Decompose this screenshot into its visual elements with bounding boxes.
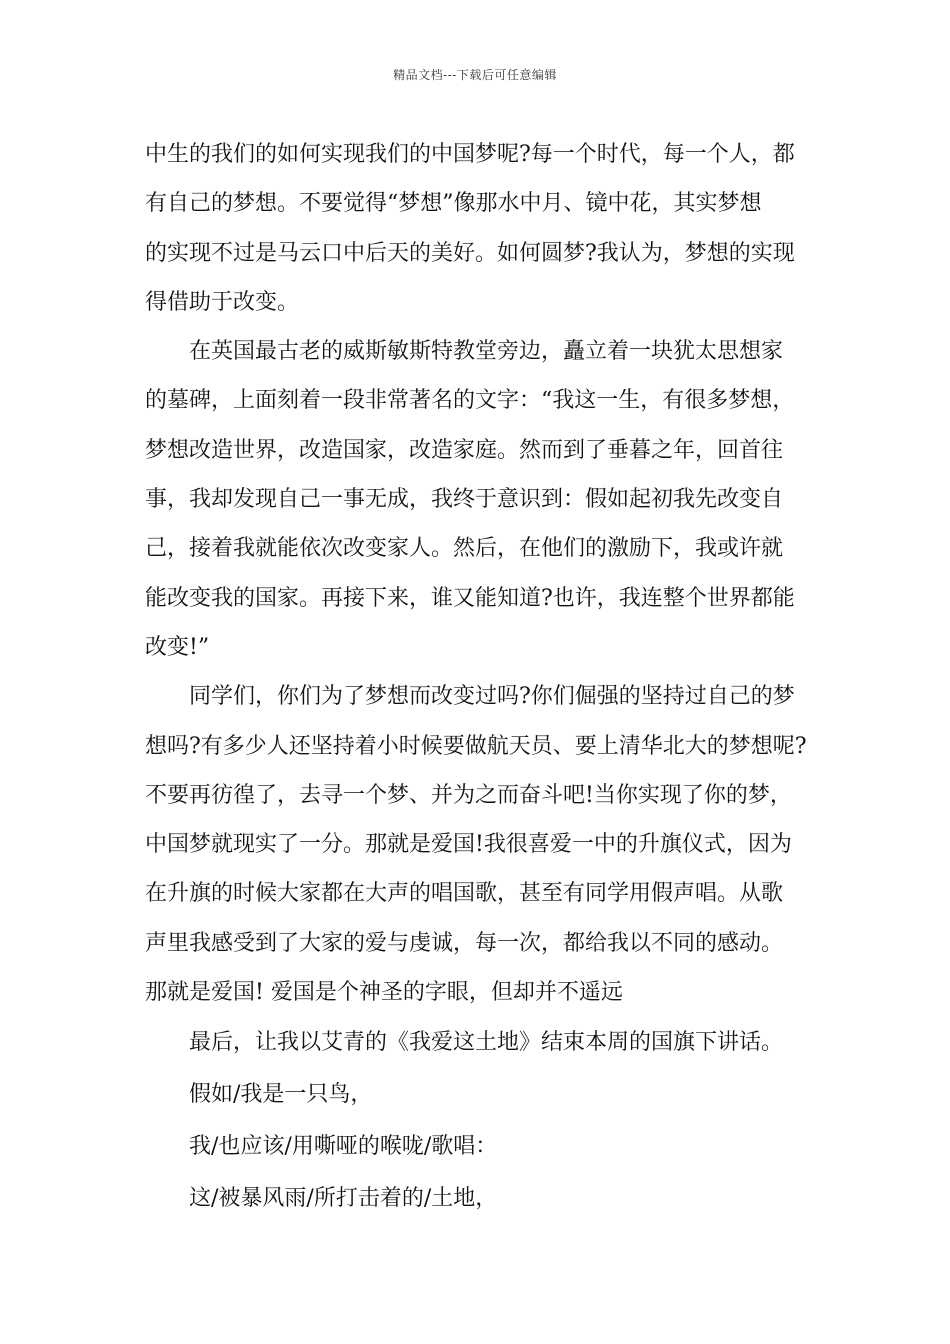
paragraph-1 [145,130,813,327]
poem-line: 假如/我是一只鸟， [189,1082,373,1108]
closing-sentence: 最后，让我以艾青的《我爱这土地》结束本周的国旗下讲话。 [189,1030,784,1056]
text-line: 事，我却发现自己一事无成，我终于意识到：假如起初我先改变自 [145,487,784,513]
paragraph-3 [145,672,813,1017]
text-line: 改变!” [145,634,210,660]
text-line: 有自己的梦想。不要觉得“梦想”像那水中月、镜中花，其实梦想 [145,191,762,217]
text-line: 能改变我的国家。再接下来，谁又能知道?也许，我连整个世界都能 [145,585,795,611]
text-line: 的实现不过是马云口中后天的美好。如何圆梦?我认为，梦想的实现 [145,240,795,266]
text-line: 同学们，你们为了梦想而改变过吗?你们倔强的坚持过自己的梦 [189,684,795,710]
text-line: 中国梦就现实了一分。那就是爱国!我很喜爱一中的升旗仪式，因为 [145,832,792,858]
page-header: 精品文档---下载后可任意编辑 [393,68,557,82]
text-line: 声里我感受到了大家的爱与虔诚，每一次，都给我以不同的感动。 [145,930,784,956]
text-line: 中生的我们的如何实现我们的中国梦呢?每一个时代，每一个人，都 [145,142,795,167]
text-line: 在英国最古老的威斯敏斯特教堂旁边，矗立着一块犹太思想家 [189,339,784,365]
text-line: 在升旗的时候大家都在大声的唱国歌，甚至有同学用假声唱。从歌 [145,881,784,907]
text-line: 不要再彷徨了，去寻一个梦、并为之而奋斗吧!当你实现了你的梦， [145,782,792,808]
text-line: 那就是爱国! 爱国是个神圣的字眼，但却并不遥远 [145,980,623,1006]
paragraph-2 [145,327,813,672]
poem-line: 这/被暴风雨/所打击着的/土地， [189,1186,498,1212]
poem-line: 我/也应该/用嘶哑的喉咙/歌唱： [189,1134,498,1160]
text-line: 己，接着我就能依次改变家人。然后，在他们的激励下，我或许就 [145,536,784,562]
document-body [145,130,813,1225]
text-line: 想吗?有多少人还坚持着小时候要做航天员、要上清华北大的梦想呢? [145,733,807,759]
text-line: 得借助于改变。 [145,289,300,315]
text-line: 梦想改造世界，改造国家，改造家庭。然而到了垂暮之年，回首往 [145,437,784,463]
text-line: 的墓碑，上面刻着一段非常著名的文字：“我这一生，有很多梦想， [145,388,795,414]
